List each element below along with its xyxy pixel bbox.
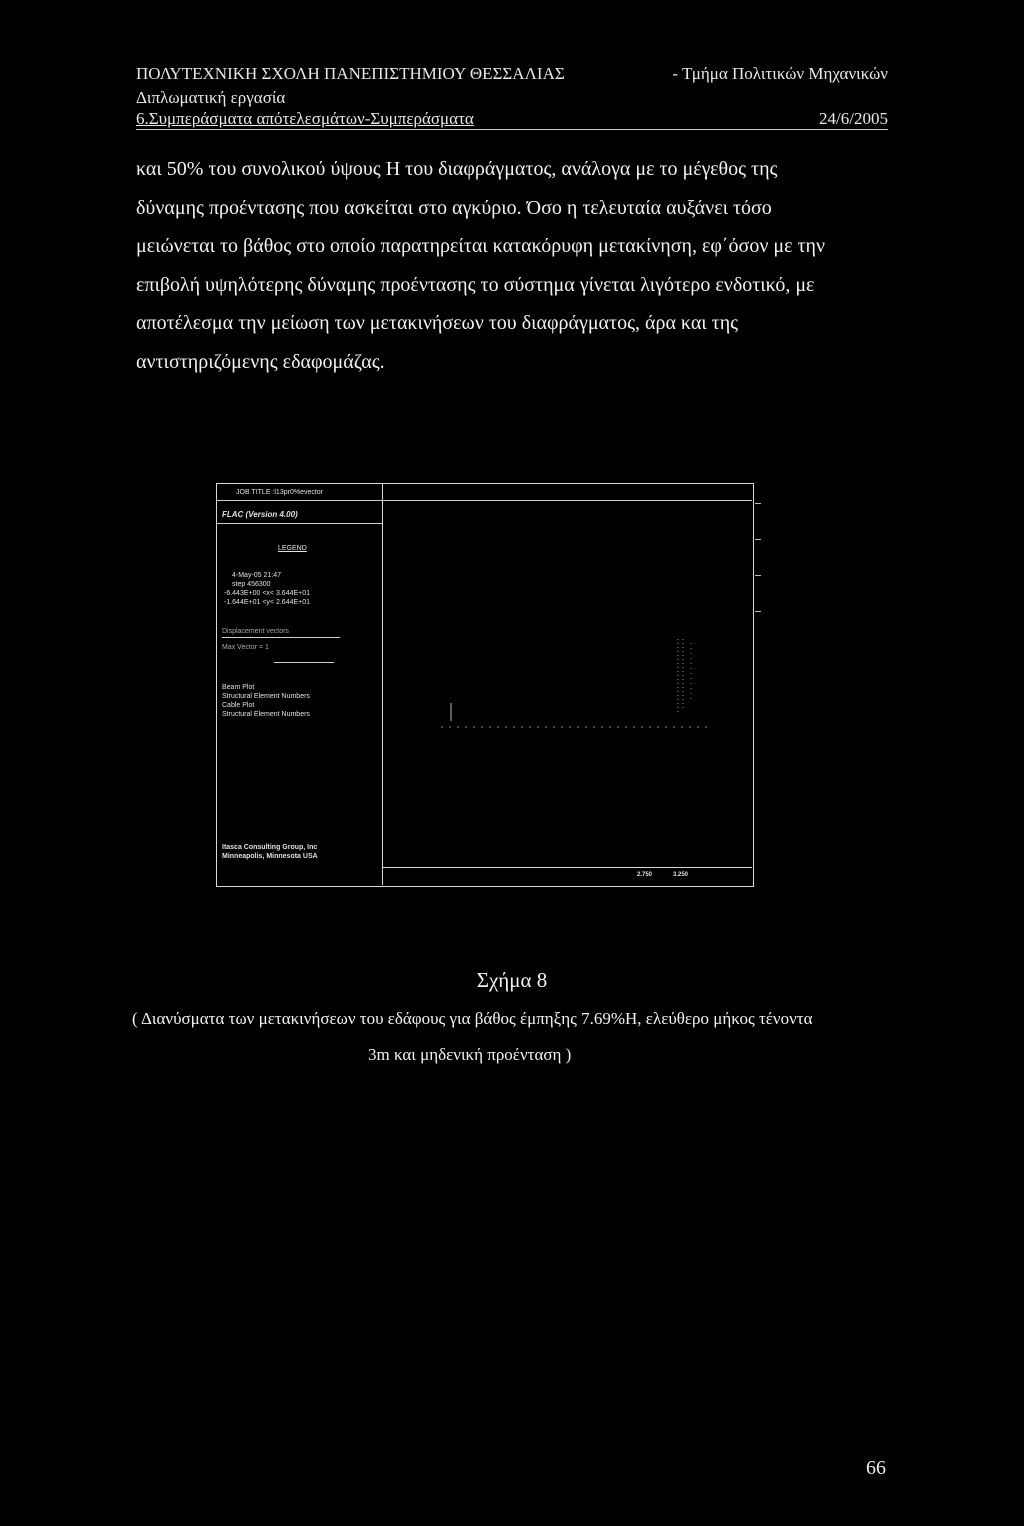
body-line: αποτέλεσμα την μείωση των μετακινήσεων του διαφράγματος, άρα και της: [136, 312, 739, 334]
x-tick-label: 3.250: [673, 872, 689, 878]
header-thesis: Διπλωματική εργασία: [136, 88, 286, 107]
plot-area: [383, 503, 752, 867]
figure-caption-line-2: 3m και μηδενική προένταση ): [368, 1045, 572, 1064]
legend-company: Itasca Consulting Group, Inc: [222, 844, 318, 851]
header-section: 6.Συμπεράσματα απότελεσμάτων-Συμπεράσματα: [136, 109, 474, 128]
legend-structural-1: Structural Element Numbers: [222, 693, 310, 700]
legend-x-range: -6.443E+00 <x< 3.644E+01: [224, 590, 311, 597]
legend-step: step 456300: [232, 581, 271, 588]
header-date: 24/6/2005: [819, 109, 888, 128]
legend-panel: [216, 483, 383, 885]
y-tick: [755, 503, 761, 504]
legend-date: 4-May-05 21:47: [232, 572, 282, 579]
x-tick-label: 2.750: [637, 872, 653, 878]
header-line-1: [136, 64, 888, 84]
figure-caption-title: Σχήμα 8: [476, 968, 548, 992]
legend-y-range: -1.644E+01 <y< 2.644E+01: [224, 599, 311, 606]
y-tick: [755, 539, 761, 540]
body-line: αντιστηριζόμενης εδαφομάζας.: [136, 350, 385, 373]
body-line: δύναμης προέντασης που ασκείται στο αγκύριο. Όσο η τελευταία αυξάνει τόσο: [136, 196, 772, 219]
header-line-2: [136, 88, 888, 108]
vector-scale-bar: [274, 662, 334, 663]
body-line: και 50% του συνολικού ύψους Η του διαφράγματος, ανάλογα με το μέγεθος της: [136, 158, 778, 180]
title-divider: [216, 500, 752, 501]
page-number: 66: [866, 1457, 886, 1479]
flac-figure: [216, 483, 764, 887]
flac-version: FLAC (Version 4.00): [222, 510, 298, 519]
figure-caption-line-1: ( Διανύσματα των μετακινήσεων του εδάφους για βάθος έμπηξης 7.69%Η, ελεύθερο μήκος τένοντα: [132, 1009, 813, 1028]
legend-heading: LEGEND: [278, 545, 307, 552]
body-paragraph: [136, 150, 888, 381]
legend-location: Minneapolis, Minnesota USA: [222, 853, 318, 860]
version-divider: [216, 523, 382, 524]
job-title: JOB TITLE :l13pr0%evector: [236, 489, 324, 496]
legend-structural-2: Structural Element Numbers: [222, 711, 310, 718]
y-tick: [755, 611, 761, 612]
header-school: ΠΟΛΥΤΕΧΝΙΚΗ ΣΧΟΛΗ ΠΑΝΕΠΙΣΤΗΜΙΟΥ ΘΕΣΣΑΛΙΑΣ: [136, 64, 565, 83]
body-line: μειώνεται το βάθος στο οποίο παρατηρείται κατακόρυφη μετακίνηση, εφ΄όσον με την: [136, 235, 826, 257]
legend-max-vector: Max Vector = 1: [222, 644, 269, 651]
y-tick: [755, 575, 761, 576]
header-department: - Τμήμα Πολιτικών Μηχανικών: [672, 64, 888, 83]
header-line-3: [136, 109, 888, 130]
legend-displacement: Displacement vectors: [222, 628, 289, 635]
displacement-underline: [222, 637, 340, 638]
x-axis-bar: [383, 867, 752, 886]
legend-beam-plot: Beam Plot: [222, 684, 255, 691]
legend-cable-plot: Cable Plot: [222, 702, 255, 709]
body-line: επιβολή υψηλότερης δύναμης προέντασης το σύστημα γίνεται λιγότερο ενδοτικό, με: [136, 273, 815, 296]
